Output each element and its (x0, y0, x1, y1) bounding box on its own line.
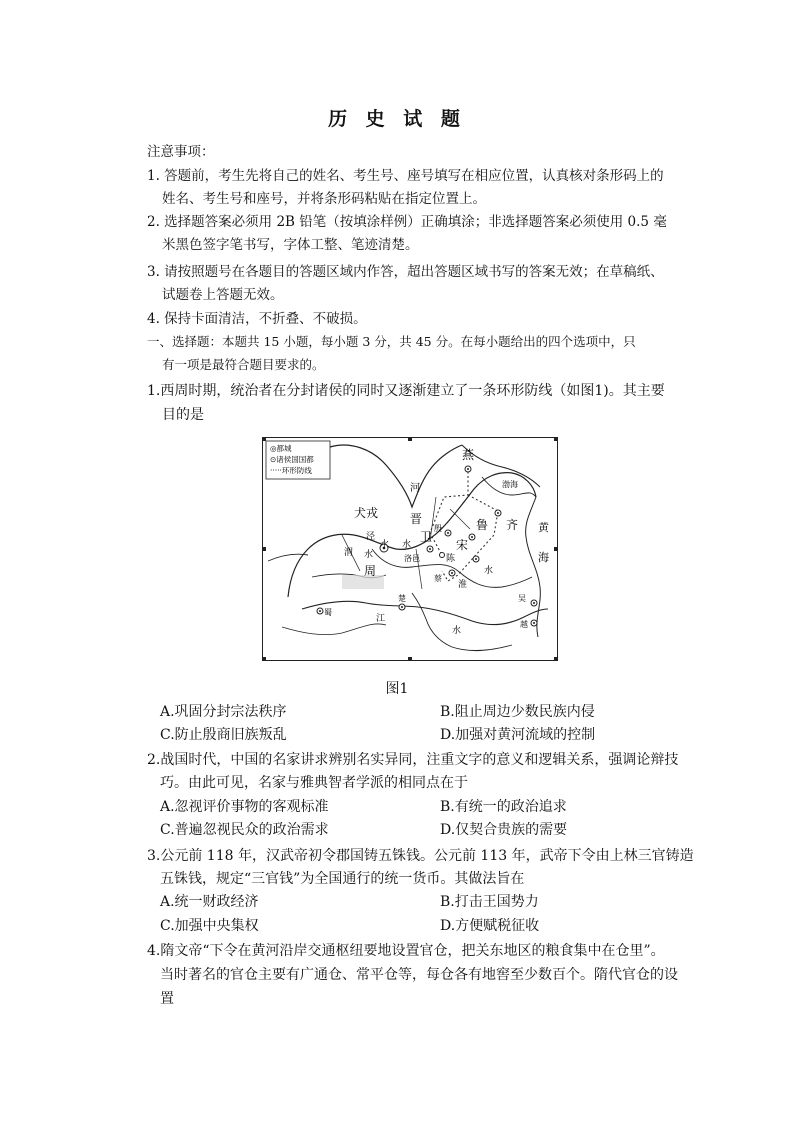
q3-option-c[interactable]: C.加强中央集权 (160, 918, 259, 934)
western-zhou-map (262, 437, 558, 661)
map-label-luoyi: 洛邑 (404, 554, 420, 563)
map-label-hai: 海 (538, 551, 549, 564)
map-label-quanrong: 犬戎 (354, 506, 379, 520)
map-legend-defense-line: ·····环形防线 (270, 466, 312, 475)
map-label-chen: 陈 (446, 554, 456, 564)
map-label-jin: 晋 (410, 512, 423, 526)
section-instruction: 一、选择题：本题共 15 小题，每小题 3 分，共 45 分。在每小题给出的四个选项中，只 (147, 334, 636, 349)
map-svg (262, 437, 558, 661)
notice-line: 米黑色签字笔书写，字体工整、笔迹清楚。 (162, 237, 419, 253)
map-label-qi: 齐 (506, 518, 519, 532)
map-label-shui: 水 (484, 566, 494, 576)
notice-line: 1. 答题前，考生先将自己的姓名、考生号、座号填写在相应位置，认真核对条形码上的 (147, 168, 664, 184)
q3-option-b[interactable]: B.打击王国势力 (440, 894, 539, 910)
question-3-stem: 3.公元前 118 年，汉武帝初令郡国铸五铢钱。公元前 113 年，武帝下令由上林三官铸造 (147, 848, 694, 864)
q2-option-d[interactable]: D.仅契合贵族的需要 (440, 822, 568, 838)
map-label-huai: 淮 (458, 580, 468, 590)
q3-option-d[interactable]: D.方便赋税征收 (440, 918, 540, 934)
notice-line: 试题卷上答题无效。 (162, 287, 284, 303)
question-2-stem: 2.战国时代，中国的名家讲求辨别名实异同，注重文字的意义和逻辑关系，强调论辩技 (147, 752, 679, 768)
map-label-cai: 蔡 (434, 574, 442, 583)
notice-line: 4. 保持卡面清洁，不折叠、不破损。 (147, 311, 367, 327)
question-3-stem: 五铢钱，规定“三官钱”为全国通行的统一货币。其做法旨在 (160, 871, 525, 887)
map-label-jiang: 江 (376, 614, 386, 624)
map-label-yan: 燕 (462, 448, 475, 462)
q1-option-c[interactable]: C.防止殷商旧族叛乱 (160, 727, 287, 743)
question-4-stem: 当时著名的官仓主要有广通仓、常平仓等，每仓各有地窖至少数百个。隋代官仓的设 (160, 967, 678, 983)
notice-heading: 注意事项： (147, 144, 215, 160)
map-label-wei-state: 卫 (420, 530, 433, 544)
q2-option-a[interactable]: A.忽视评价事物的客观标准 (160, 799, 329, 815)
map-label-wei-river: 渭 (344, 548, 354, 558)
question-1-stem: 1.西周时期，统治者在分封诸侯的同时又逐渐建立了一条环形防线（如图1)。其主要 (147, 383, 665, 399)
page-title: 历 史 试 题 (328, 108, 466, 130)
map-label-jing: 泾 (366, 532, 376, 542)
figure-caption: 图1 (385, 681, 409, 697)
map-label-shui: 水 (380, 540, 390, 550)
map-label-shui: 水 (364, 550, 374, 560)
notice-line: 3. 请按照题号在各题目的答题区域内作答，超出答题区域书写的答案无效；在草稿纸、 (147, 264, 664, 280)
map-label-he: 河 (410, 483, 420, 494)
question-1-stem: 目的是 (162, 407, 204, 423)
map-label-lu: 鲁 (476, 518, 489, 532)
map-label-shu: 蜀 (324, 608, 332, 617)
notice-line: 2. 选择题答案必须用 2B 铅笔（按填涂样例）正确填涂；非选择题答案必须使用 0.5 毫 (147, 214, 667, 230)
map-label-chu: 楚 (398, 594, 406, 603)
question-4-stem: 置 (160, 991, 174, 1007)
map-legend-vassal: ⊙诸侯国国都 (270, 455, 314, 464)
map-label-zhou: 周 (364, 564, 377, 578)
q2-option-c[interactable]: C.普遍忽视民众的政治需求 (160, 822, 329, 838)
q1-option-b[interactable]: B.阻止周边少数民族内侵 (440, 704, 595, 720)
map-label-yue: 越 (520, 620, 528, 629)
map-label-shui: 水 (452, 626, 462, 636)
map-label-wu: 吴 (518, 594, 526, 603)
map-label-yin: 殷 (434, 524, 442, 533)
question-4-stem: 4.隋文帝“下令在黄河沿岸交通枢纽要地设置官仓，把关东地区的粮食集中在仓里”。 (147, 943, 665, 959)
map-label-huang: 黄 (538, 521, 549, 534)
section-instruction: 有一项是最符合题目要求的。 (162, 357, 325, 372)
q2-option-b[interactable]: B.有统一的政治追求 (440, 799, 567, 815)
map-label-shui: 水 (402, 540, 412, 550)
map-label-bohai: 渤海 (502, 480, 518, 489)
q3-option-a[interactable]: A.统一财政经济 (160, 894, 259, 910)
map-legend-capital: ◎都城 (270, 444, 292, 453)
notice-line: 姓名、考生号和座号，并将条形码粘贴在指定位置上。 (162, 191, 486, 207)
question-2-stem: 巧。由此可见，名家与雅典智者学派的相同点在于 (160, 775, 468, 791)
map-label-song: 宋 (456, 538, 469, 552)
q1-option-d[interactable]: D.加强对黄河流域的控制 (440, 727, 596, 743)
q1-option-a[interactable]: A.巩固分封宗法秩序 (160, 704, 287, 720)
